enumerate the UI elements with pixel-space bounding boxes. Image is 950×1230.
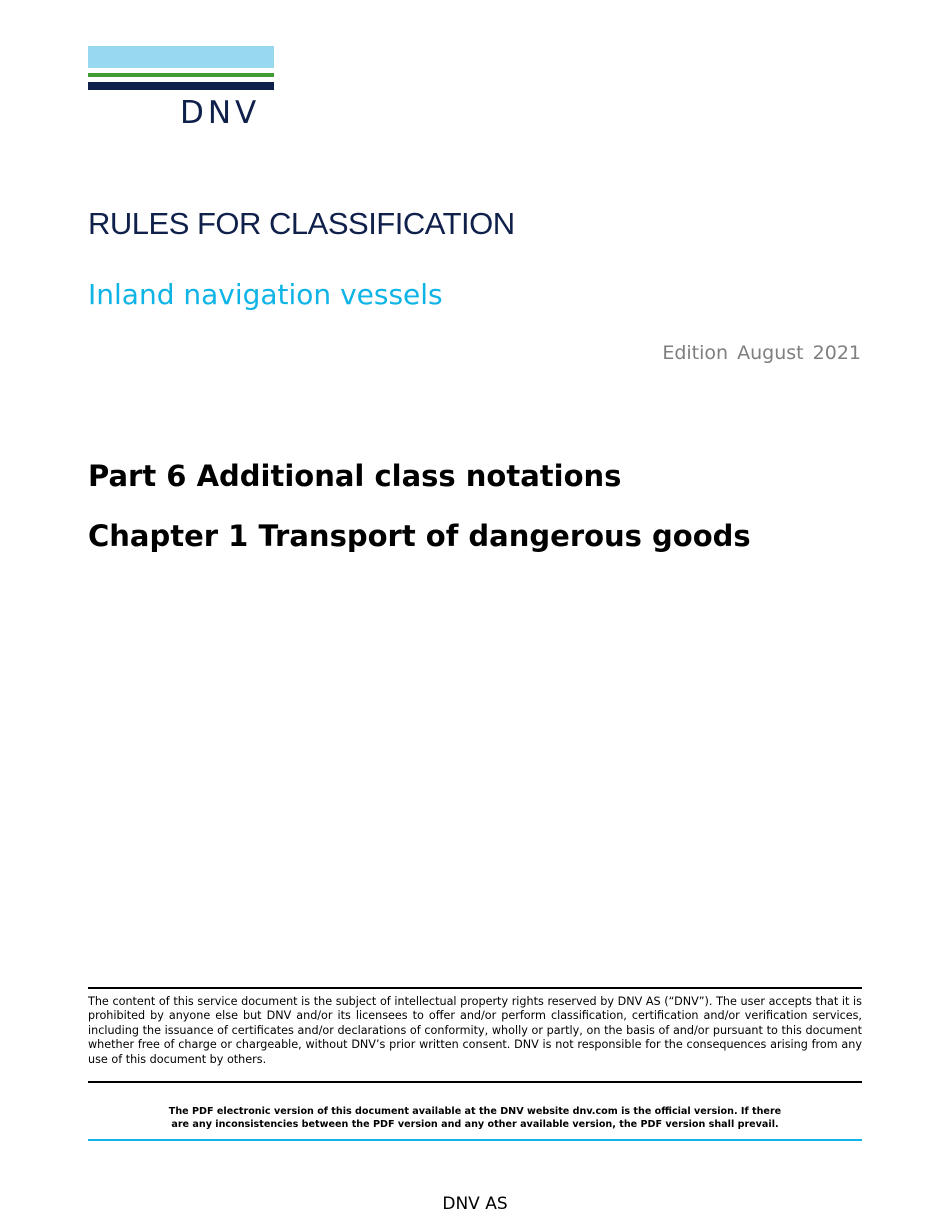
logo-green-bar	[88, 73, 274, 77]
pdf-notice-line-1: The PDF electronic version of this document available at the DNV website dnv.com is the official version. If there	[168, 1106, 782, 1117]
logo-wordmark: DNV	[180, 95, 261, 131]
logo-light-blue-bar	[88, 46, 274, 68]
part-heading: Part 6 Additional class notations	[88, 459, 622, 493]
document-title: Inland navigation vessels	[88, 278, 443, 311]
edition-date: Edition August 2021	[662, 342, 861, 364]
pdf-official-notice	[88, 1106, 862, 1131]
chapter-heading: Chapter 1 Transport of dangerous goods	[88, 519, 751, 553]
footer-company: DNV AS	[442, 1194, 508, 1214]
divider-middle	[88, 1081, 862, 1083]
series-title: RULES FOR CLASSIFICATION	[88, 206, 515, 241]
divider-bottom	[88, 1139, 862, 1141]
divider-top	[88, 987, 862, 989]
pdf-notice-line-2: are any inconsistencies between the PDF version and any other available version, the PDF version shall prevail.	[171, 1118, 779, 1130]
dnv-logo	[88, 46, 274, 131]
logo-navy-bar	[88, 82, 274, 90]
ip-disclaimer: The content of this service document is the subject of intellectual property rights reserved by DNV AS (“DNV”). The user accepts that it is prohibited by anyone else but DNV and/or its licensees to offer and/or perform classification, certification and/or verification services, including the issuance of certificates and/or declarations of conformity, wholly or partly, on the basis of and/or pursuant to this document whether free of charge or chargeable, without DNV’s prior written consent. DNV is not responsible for the consequences arising from any use of this document by others.	[88, 995, 862, 1066]
